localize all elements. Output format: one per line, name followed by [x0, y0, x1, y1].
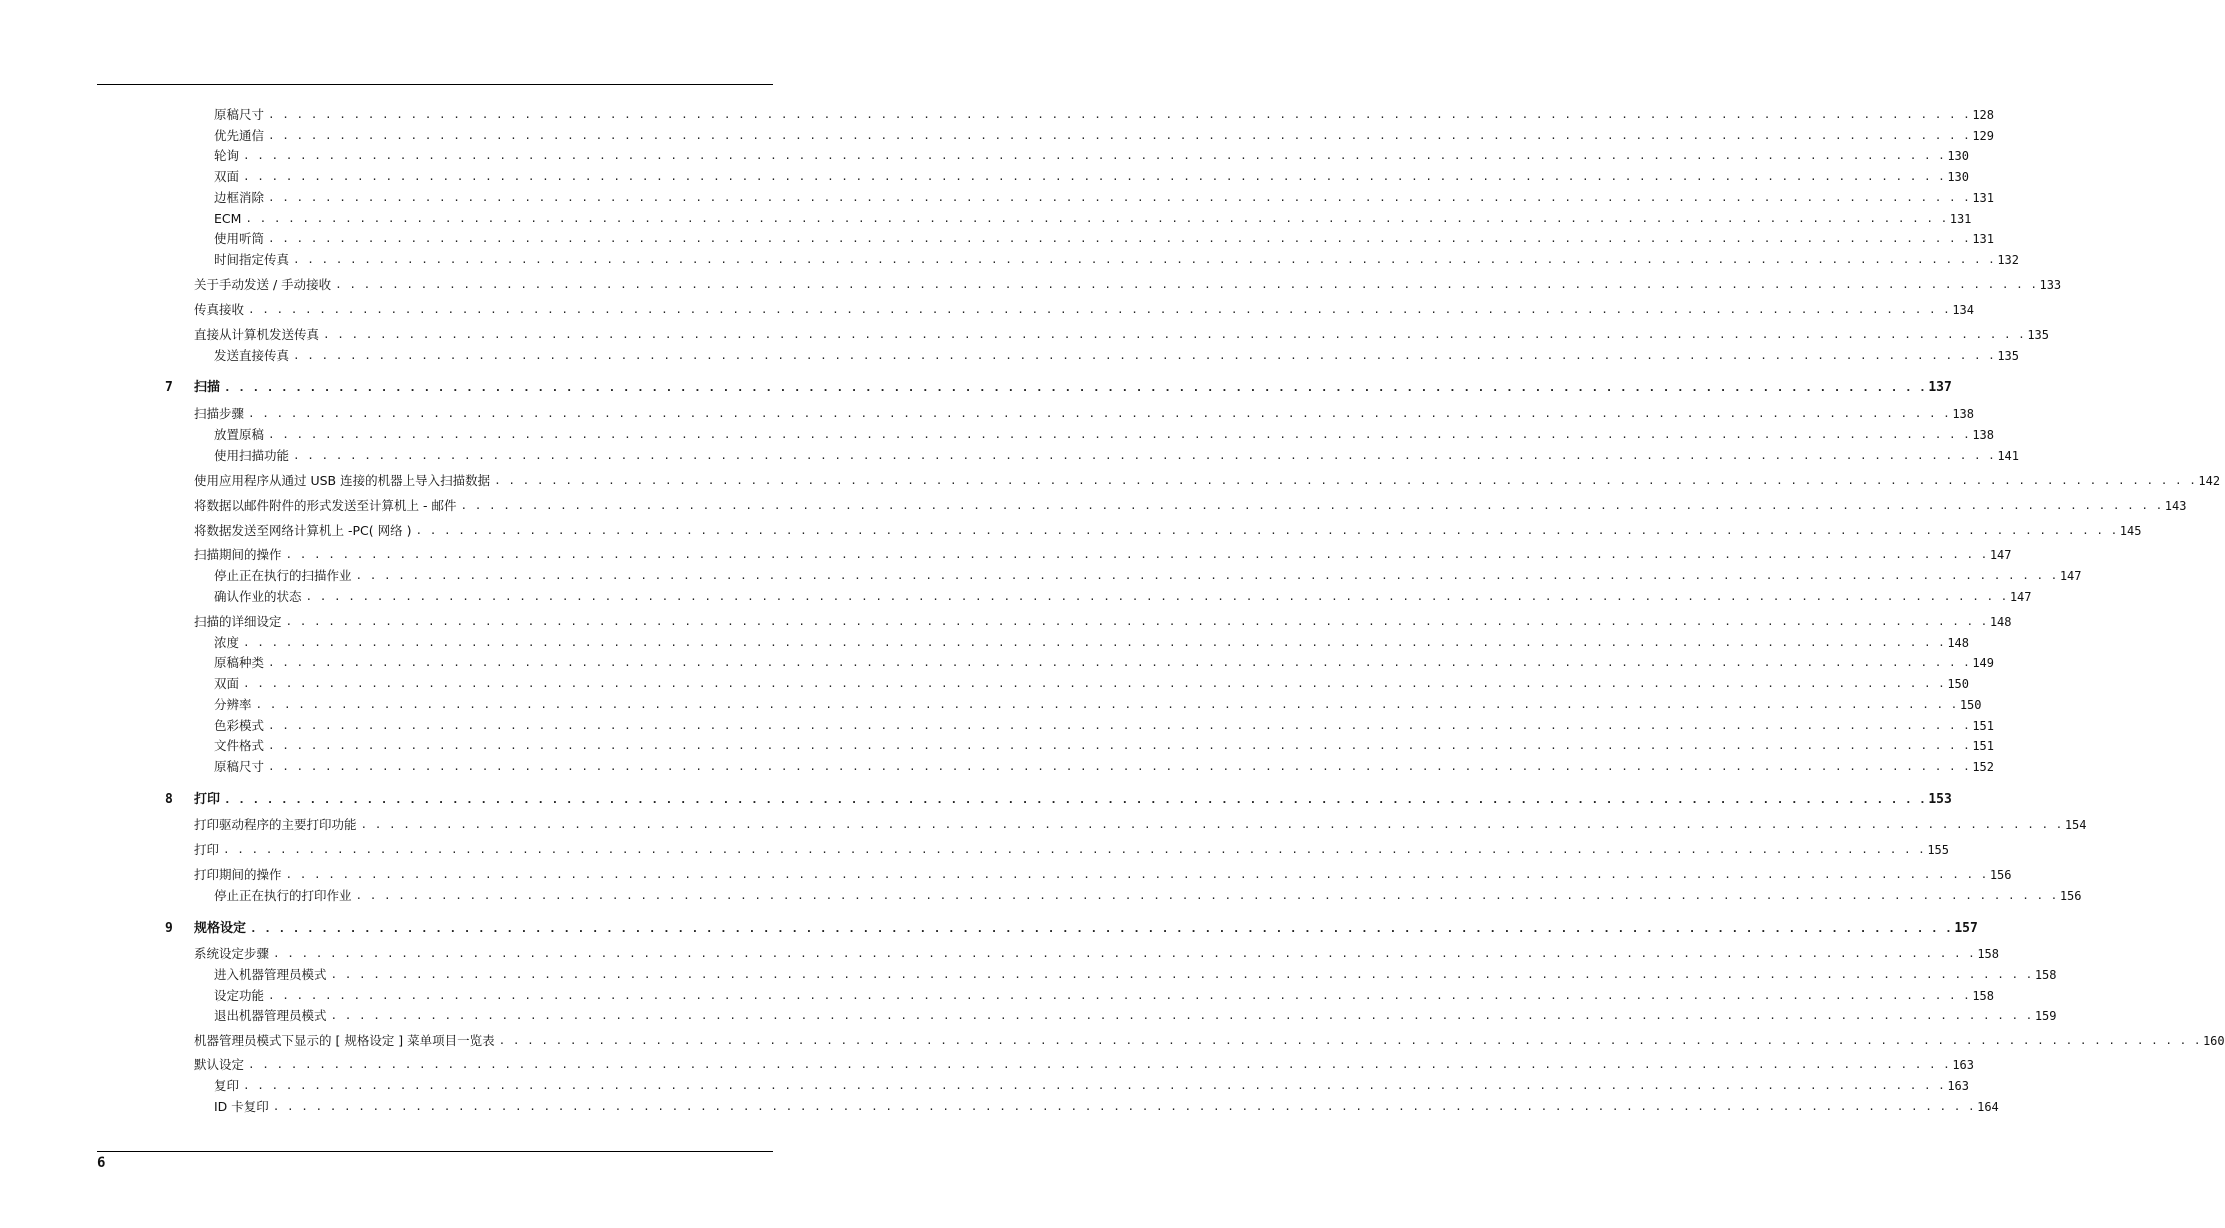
toc-entry-title: 停止正在执行的扫描作业 [214, 568, 352, 583]
toc-section-entry[interactable] [194, 841, 1949, 859]
dot-leader: . . . . . . . . . . . . . . . . . . . . . . . . . . . . . . . . . . . . . . . . . . . . . . . . . . . . . . . . . . . . . . . . . . . . . . . . . . . . . . . . . . . . . . . . . . . . . . . . . . . . . . . . . . . . . . . . . . . . . . . . [243, 1079, 1946, 1092]
toc-entry-page: 151 [1972, 739, 1994, 753]
toc-subsection-entry[interactable] [214, 1098, 1999, 1116]
toc-entry-title: 扫描的详细设定 [194, 614, 282, 629]
dot-leader: . . . . . . . . . . . . . . . . . . . . . . . . . . . . . . . . . . . . . . . . . . . . . . . . . . . . . . . . . . . . . . . . . . . . . . . . . . . . . . . . . . . . . . . . . . . . . . . . . . . . . . . . . . . . . . . . . . . . . . . . [285, 548, 1988, 561]
toc-subsection-entry[interactable] [214, 147, 1969, 165]
toc-entry-page: 159 [2034, 1009, 2057, 1023]
toc-entry-title: 边框消除 [214, 190, 265, 205]
dot-leader: . . . . . . . . . . . . . . . . . . . . . . . . . . . . . . . . . . . . . . . . . . . . . . . . . . . . . . . . . . . . . . . . . . . . . . . . . . . . . . . . . . . . . . . . . . . . . . . . . . . . . . . . . . . . . . . . . . . . . . . . [243, 636, 1946, 649]
toc-entry-page: 142 [2198, 474, 2221, 488]
dot-leader: . . . . . . . . . . . . . . . . . . . . . . . . . . . . . . . . . . . . . . . . . . . . . . . . . . . . . . . . . . . . . . . . . . . . . . . . . . . . . . . . . . . . . . . . . . . . . . . . . . . . . . . . . . . . . . . . . . . . . . . . [224, 793, 1927, 806]
dot-leader: . . . . . . . . . . . . . . . . . . . . . . . . . . . . . . . . . . . . . . . . . . . . . . . . . . . . . . . . . . . . . . . . . . . . . . . . . . . . . . . . . . . . . . . . . . . . . . . . . . . . . . . . . . . . . . . . . . . . . . . . [224, 381, 1927, 394]
dot-leader: . . . . . . . . . . . . . . . . . . . . . . . . . . . . . . . . . . . . . . . . . . . . . . . . . . . . . . . . . . . . . . . . . . . . . . . . . . . . . . . . . . . . . . . . . . . . . . . . . . . . . . . . . . . . . . . . . . . . . . . . [494, 474, 2197, 487]
toc-entry-title: 停止正在执行的打印作业 [214, 888, 352, 903]
toc-subsection-entry[interactable] [214, 887, 2082, 905]
dot-leader: . . . . . . . . . . . . . . . . . . . . . . . . . . . . . . . . . . . . . . . . . . . . . . . . . . . . . . . . . . . . . . . . . . . . . . . . . . . . . . . . . . . . . . . . . . . . . . . . . . . . . . . . . . . . . . . . . . . . . . . . [460, 499, 2163, 512]
toc-subsection-entry[interactable] [214, 426, 1994, 444]
toc-section-entry[interactable] [194, 276, 2062, 294]
toc-entry-title: 文件格式 [214, 738, 265, 753]
toc-entry-title: 扫描 [194, 380, 221, 395]
toc-entry-page: 143 [2164, 499, 2187, 513]
toc-entry-page: 164 [1977, 1100, 1999, 1114]
toc-entry-page: 128 [1972, 108, 1994, 122]
dot-leader: . . . . . . . . . . . . . . . . . . . . . . . . . . . . . . . . . . . . . . . . . . . . . . . . . . . . . . . . . . . . . . . . . . . . . . . . . . . . . . . . . . . . . . . . . . . . . . . . . . . . . . . . . . . . . . . . . . . . . . . . [273, 947, 1976, 960]
toc-section-entry[interactable] [194, 866, 2012, 884]
toc-section-entry[interactable] [194, 1056, 1974, 1074]
toc-entry-page: 135 [1997, 349, 2019, 363]
dot-leader: . . . . . . . . . . . . . . . . . . . . . . . . . . . . . . . . . . . . . . . . . . . . . . . . . . . . . . . . . . . . . . . . . . . . . . . . . . . . . . . . . . . . . . . . . . . . . . . . . . . . . . . . . . . . . . . . . . . . . . . . [255, 698, 1958, 711]
toc-entry-title: 优先通信 [214, 128, 265, 143]
toc-entry-title: 默认设定 [194, 1057, 245, 1072]
toc-entry-page: 129 [1972, 129, 1994, 143]
toc-subsection-entry[interactable] [214, 347, 2019, 365]
toc-entry-title: 轮询 [214, 148, 240, 163]
toc-entry-title: 双面 [214, 169, 240, 184]
toc-section-entry[interactable] [194, 326, 2049, 344]
toc-entry-title: 直接从计算机发送传真 [194, 327, 320, 342]
toc-subsection-entry[interactable] [214, 987, 1994, 1005]
dot-leader: . . . . . . . . . . . . . . . . . . . . . . . . . . . . . . . . . . . . . . . . . . . . . . . . . . . . . . . . . . . . . . . . . . . . . . . . . . . . . . . . . . . . . . . . . . . . . . . . . . . . . . . . . . . . . . . . . . . . . . . . [268, 191, 1971, 204]
toc-entry-title: 规格设定 [194, 921, 247, 936]
toc-entry-title: 浓度 [214, 635, 240, 650]
toc-entry-page: 132 [1997, 253, 2019, 267]
toc-subsection-entry[interactable] [214, 588, 2032, 606]
toc-entry-page: 131 [1972, 191, 1994, 205]
toc-subsection-entry[interactable] [214, 717, 1994, 735]
dot-leader: . . . . . . . . . . . . . . . . . . . . . . . . . . . . . . . . . . . . . . . . . . . . . . . . . . . . . . . . . . . . . . . . . . . . . . . . . . . . . . . . . . . . . . . . . . . . . . . . . . . . . . . . . . . . . . . . . . . . . . . . [245, 212, 1948, 225]
chapter-number: 7 [165, 380, 173, 395]
dot-leader: . . . . . . . . . . . . . . . . . . . . . . . . . . . . . . . . . . . . . . . . . . . . . . . . . . . . . . . . . . . . . . . . . . . . . . . . . . . . . . . . . . . . . . . . . . . . . . . . . . . . . . . . . . . . . . . . . . . . . . . . [498, 1034, 2201, 1047]
toc-section-entry[interactable] [194, 546, 2012, 564]
toc-section-entry[interactable] [194, 816, 2087, 834]
dot-leader: . . . . . . . . . . . . . . . . . . . . . . . . . . . . . . . . . . . . . . . . . . . . . . . . . . . . . . . . . . . . . . . . . . . . . . . . . . . . . . . . . . . . . . . . . . . . . . . . . . . . . . . . . . . . . . . . . . . . . . . . [285, 868, 1988, 881]
toc-entry-title: 原稿尺寸 [214, 759, 265, 774]
toc-entry-title: 使用扫描功能 [214, 448, 290, 463]
toc-entry-page: 133 [2039, 278, 2062, 292]
footer-rule [97, 1151, 773, 1152]
toc-entry-page: 153 [1928, 792, 1952, 807]
toc-entry-title: 进入机器管理员模式 [214, 967, 327, 982]
toc-entry-page: 157 [1954, 921, 1978, 936]
dot-leader: . . . . . . . . . . . . . . . . . . . . . . . . . . . . . . . . . . . . . . . . . . . . . . . . . . . . . . . . . . . . . . . . . . . . . . . . . . . . . . . . . . . . . . . . . . . . . . . . . . . . . . . . . . . . . . . . . . . . . . . . [268, 232, 1971, 245]
toc-entry-page: 150 [1947, 677, 1969, 691]
toc-entry-title: 打印驱动程序的主要打印功能 [194, 817, 357, 832]
dot-leader: . . . . . . . . . . . . . . . . . . . . . . . . . . . . . . . . . . . . . . . . . . . . . . . . . . . . . . . . . . . . . . . . . . . . . . . . . . . . . . . . . . . . . . . . . . . . . . . . . . . . . . . . . . . . . . . . . . . . . . . . [293, 449, 1996, 462]
toc-entry-title: 原稿尺寸 [214, 107, 265, 122]
toc-entry-title: 将数据发送至网络计算机上 -PC( 网络 ) [194, 523, 412, 538]
toc-entry-title: 系统设定步骤 [194, 946, 270, 961]
toc-entry-title: 色彩模式 [214, 718, 265, 733]
toc-entry-title: 关于手动发送 / 手动接收 [194, 277, 332, 292]
toc-entry-page: 135 [2027, 328, 2049, 342]
dot-leader: . . . . . . . . . . . . . . . . . . . . . . . . . . . . . . . . . . . . . . . . . . . . . . . . . . . . . . . . . . . . . . . . . . . . . . . . . . . . . . . . . . . . . . . . . . . . . . . . . . . . . . . . . . . . . . . . . . . . . . . . [305, 590, 2008, 603]
toc-entry-page: 130 [1947, 149, 1969, 163]
toc-subsection-entry[interactable] [214, 567, 2082, 585]
toc-entry-title: 原稿种类 [214, 655, 265, 670]
toc-section-entry[interactable] [194, 522, 2142, 540]
toc-entry-page: 150 [1959, 698, 1982, 712]
toc-entry-page: 131 [1949, 212, 1972, 226]
toc-section-entry[interactable] [194, 301, 1974, 319]
toc-entry-page: 156 [1989, 868, 2012, 882]
toc-subsection-entry[interactable] [214, 447, 2019, 465]
toc-subsection-entry[interactable] [214, 737, 1994, 755]
toc-entry-page: 147 [1989, 548, 2012, 562]
toc-subsection-entry[interactable] [214, 230, 1994, 248]
dot-leader: . . . . . . . . . . . . . . . . . . . . . . . . . . . . . . . . . . . . . . . . . . . . . . . . . . . . . . . . . . . . . . . . . . . . . . . . . . . . . . . . . . . . . . . . . . . . . . . . . . . . . . . . . . . . . . . . . . . . . . . . [293, 349, 1996, 362]
dot-leader: . . . . . . . . . . . . . . . . . . . . . . . . . . . . . . . . . . . . . . . . . . . . . . . . . . . . . . . . . . . . . . . . . . . . . . . . . . . . . . . . . . . . . . . . . . . . . . . . . . . . . . . . . . . . . . . . . . . . . . . . [415, 524, 2118, 537]
chapter-number: 8 [165, 792, 173, 807]
toc-entry-title: 分辨率 [214, 697, 252, 712]
toc-chapter-entry[interactable] [165, 379, 1952, 397]
toc-entry-title: ECM [214, 211, 242, 226]
toc-chapter-entry[interactable] [165, 791, 1952, 809]
toc-section-entry[interactable] [194, 497, 2187, 515]
dot-leader: . . . . . . . . . . . . . . . . . . . . . . . . . . . . . . . . . . . . . . . . . . . . . . . . . . . . . . . . . . . . . . . . . . . . . . . . . . . . . . . . . . . . . . . . . . . . . . . . . . . . . . . . . . . . . . . . . . . . . . . . [243, 677, 1946, 690]
dot-leader: . . . . . . . . . . . . . . . . . . . . . . . . . . . . . . . . . . . . . . . . . . . . . . . . . . . . . . . . . . . . . . . . . . . . . . . . . . . . . . . . . . . . . . . . . . . . . . . . . . . . . . . . . . . . . . . . . . . . . . . . [268, 108, 1971, 121]
dot-leader: . . . . . . . . . . . . . . . . . . . . . . . . . . . . . . . . . . . . . . . . . . . . . . . . . . . . . . . . . . . . . . . . . . . . . . . . . . . . . . . . . . . . . . . . . . . . . . . . . . . . . . . . . . . . . . . . . . . . . . . . [248, 303, 1951, 316]
toc-subsection-entry[interactable] [214, 106, 1994, 124]
dot-leader: . . . . . . . . . . . . . . . . . . . . . . . . . . . . . . . . . . . . . . . . . . . . . . . . . . . . . . . . . . . . . . . . . . . . . . . . . . . . . . . . . . . . . . . . . . . . . . . . . . . . . . . . . . . . . . . . . . . . . . . . [268, 719, 1971, 732]
toc-section-entry[interactable] [194, 472, 2221, 490]
toc-entry-title: 打印期间的操作 [194, 867, 282, 882]
dot-leader: . . . . . . . . . . . . . . . . . . . . . . . . . . . . . . . . . . . . . . . . . . . . . . . . . . . . . . . . . . . . . . . . . . . . . . . . . . . . . . . . . . . . . . . . . . . . . . . . . . . . . . . . . . . . . . . . . . . . . . . . [293, 253, 1996, 266]
toc-entry-title: ID 卡复印 [214, 1099, 269, 1114]
dot-leader: . . . . . . . . . . . . . . . . . . . . . . . . . . . . . . . . . . . . . . . . . . . . . . . . . . . . . . . . . . . . . . . . . . . . . . . . . . . . . . . . . . . . . . . . . . . . . . . . . . . . . . . . . . . . . . . . . . . . . . . . [268, 739, 1971, 752]
toc-section-entry[interactable] [194, 405, 1974, 423]
toc-entry-title: 扫描步骤 [194, 406, 245, 421]
dot-leader: . . . . . . . . . . . . . . . . . . . . . . . . . . . . . . . . . . . . . . . . . . . . . . . . . . . . . . . . . . . . . . . . . . . . . . . . . . . . . . . . . . . . . . . . . . . . . . . . . . . . . . . . . . . . . . . . . . . . . . . . [330, 1009, 2033, 1022]
toc-entry-page: 130 [1947, 170, 1969, 184]
dot-leader: . . . . . . . . . . . . . . . . . . . . . . . . . . . . . . . . . . . . . . . . . . . . . . . . . . . . . . . . . . . . . . . . . . . . . . . . . . . . . . . . . . . . . . . . . . . . . . . . . . . . . . . . . . . . . . . . . . . . . . . . [248, 1058, 1951, 1071]
dot-leader: . . . . . . . . . . . . . . . . . . . . . . . . . . . . . . . . . . . . . . . . . . . . . . . . . . . . . . . . . . . . . . . . . . . . . . . . . . . . . . . . . . . . . . . . . . . . . . . . . . . . . . . . . . . . . . . . . . . . . . . . [360, 818, 2063, 831]
toc-entry-page: 149 [1972, 656, 1994, 670]
toc-subsection-entry[interactable] [214, 251, 2019, 269]
toc-entry-title: 双面 [214, 676, 240, 691]
toc-entry-page: 148 [1947, 636, 1969, 650]
toc-entry-title: 打印 [194, 842, 220, 857]
toc-entry-title: 复印 [214, 1078, 240, 1093]
toc-entry-page: 138 [1972, 428, 1994, 442]
toc-entry-title: 使用应用程序从通过 USB 连接的机器上导入扫描数据 [194, 473, 491, 488]
dot-leader: . . . . . . . . . . . . . . . . . . . . . . . . . . . . . . . . . . . . . . . . . . . . . . . . . . . . . . . . . . . . . . . . . . . . . . . . . . . . . . . . . . . . . . . . . . . . . . . . . . . . . . . . . . . . . . . . . . . . . . . . [248, 407, 1951, 420]
toc-entry-page: 155 [1927, 843, 1949, 857]
toc-entry-title: 传真接收 [194, 302, 245, 317]
toc-entry-page: 147 [2009, 590, 2032, 604]
toc-entry-title: 将数据以邮件附件的形式发送至计算机上 - 邮件 [194, 498, 457, 513]
toc-entry-title: 退出机器管理员模式 [214, 1008, 327, 1023]
toc-subsection-entry[interactable] [214, 654, 1994, 672]
toc-entry-page: 163 [1947, 1079, 1969, 1093]
toc-subsection-entry[interactable] [214, 210, 1972, 228]
toc-subsection-entry[interactable] [214, 696, 1982, 714]
toc-subsection-entry[interactable] [214, 1007, 2057, 1025]
page-number: 6 [97, 1155, 106, 1171]
chapter-number: 9 [165, 921, 173, 936]
toc-entry-page: 158 [1977, 947, 1999, 961]
toc-entry-page: 147 [2059, 569, 2082, 583]
toc-entry-page: 145 [2119, 524, 2142, 538]
toc-chapter-entry[interactable] [165, 920, 1978, 938]
dot-leader: . . . . . . . . . . . . . . . . . . . . . . . . . . . . . . . . . . . . . . . . . . . . . . . . . . . . . . . . . . . . . . . . . . . . . . . . . . . . . . . . . . . . . . . . . . . . . . . . . . . . . . . . . . . . . . . . . . . . . . . . [268, 989, 1971, 1002]
dot-leader: . . . . . . . . . . . . . . . . . . . . . . . . . . . . . . . . . . . . . . . . . . . . . . . . . . . . . . . . . . . . . . . . . . . . . . . . . . . . . . . . . . . . . . . . . . . . . . . . . . . . . . . . . . . . . . . . . . . . . . . . [250, 922, 1953, 935]
toc-entry-title: 使用听筒 [214, 231, 265, 246]
toc-entry-page: 154 [2064, 818, 2087, 832]
toc-entry-page: 148 [1989, 615, 2012, 629]
toc-subsection-entry[interactable] [214, 966, 2057, 984]
toc-section-entry[interactable] [194, 613, 2012, 631]
dot-leader: . . . . . . . . . . . . . . . . . . . . . . . . . . . . . . . . . . . . . . . . . . . . . . . . . . . . . . . . . . . . . . . . . . . . . . . . . . . . . . . . . . . . . . . . . . . . . . . . . . . . . . . . . . . . . . . . . . . . . . . . [268, 428, 1971, 441]
toc-entry-page: 151 [1972, 719, 1994, 733]
dot-leader: . . . . . . . . . . . . . . . . . . . . . . . . . . . . . . . . . . . . . . . . . . . . . . . . . . . . . . . . . . . . . . . . . . . . . . . . . . . . . . . . . . . . . . . . . . . . . . . . . . . . . . . . . . . . . . . . . . . . . . . . [335, 278, 2038, 291]
toc-entry-page: 138 [1952, 407, 1974, 421]
toc-section-entry[interactable] [194, 1032, 2225, 1050]
dot-leader: . . . . . . . . . . . . . . . . . . . . . . . . . . . . . . . . . . . . . . . . . . . . . . . . . . . . . . . . . . . . . . . . . . . . . . . . . . . . . . . . . . . . . . . . . . . . . . . . . . . . . . . . . . . . . . . . . . . . . . . . [268, 656, 1971, 669]
toc-subsection-entry[interactable] [214, 758, 1994, 776]
dot-leader: . . . . . . . . . . . . . . . . . . . . . . . . . . . . . . . . . . . . . . . . . . . . . . . . . . . . . . . . . . . . . . . . . . . . . . . . . . . . . . . . . . . . . . . . . . . . . . . . . . . . . . . . . . . . . . . . . . . . . . . . [223, 843, 1926, 856]
toc-subsection-entry[interactable] [214, 127, 1994, 145]
toc-entry-title: 确认作业的状态 [214, 589, 302, 604]
toc-entry-page: 131 [1972, 232, 1994, 246]
dot-leader: . . . . . . . . . . . . . . . . . . . . . . . . . . . . . . . . . . . . . . . . . . . . . . . . . . . . . . . . . . . . . . . . . . . . . . . . . . . . . . . . . . . . . . . . . . . . . . . . . . . . . . . . . . . . . . . . . . . . . . . . [243, 149, 1946, 162]
toc-entry-page: 160 [2202, 1034, 2225, 1048]
toc-subsection-entry[interactable] [214, 189, 1994, 207]
dot-leader: . . . . . . . . . . . . . . . . . . . . . . . . . . . . . . . . . . . . . . . . . . . . . . . . . . . . . . . . . . . . . . . . . . . . . . . . . . . . . . . . . . . . . . . . . . . . . . . . . . . . . . . . . . . . . . . . . . . . . . . . [323, 328, 2026, 341]
toc-entry-title: 放置原稿 [214, 427, 265, 442]
toc-entry-title: 发送直接传真 [214, 348, 290, 363]
toc-entry-page: 141 [1997, 449, 2019, 463]
toc-subsection-entry[interactable] [214, 1077, 1969, 1095]
toc-entry-title: 机器管理员模式下显示的 [ 规格设定 ] 菜单项目一览表 [194, 1033, 495, 1048]
dot-leader: . . . . . . . . . . . . . . . . . . . . . . . . . . . . . . . . . . . . . . . . . . . . . . . . . . . . . . . . . . . . . . . . . . . . . . . . . . . . . . . . . . . . . . . . . . . . . . . . . . . . . . . . . . . . . . . . . . . . . . . . [355, 889, 2058, 902]
toc-subsection-entry[interactable] [214, 634, 1969, 652]
toc-entry-page: 152 [1972, 760, 1994, 774]
toc-section-entry[interactable] [194, 945, 1999, 963]
dot-leader: . . . . . . . . . . . . . . . . . . . . . . . . . . . . . . . . . . . . . . . . . . . . . . . . . . . . . . . . . . . . . . . . . . . . . . . . . . . . . . . . . . . . . . . . . . . . . . . . . . . . . . . . . . . . . . . . . . . . . . . . [330, 968, 2033, 981]
dot-leader: . . . . . . . . . . . . . . . . . . . . . . . . . . . . . . . . . . . . . . . . . . . . . . . . . . . . . . . . . . . . . . . . . . . . . . . . . . . . . . . . . . . . . . . . . . . . . . . . . . . . . . . . . . . . . . . . . . . . . . . . [268, 760, 1971, 773]
dot-leader: . . . . . . . . . . . . . . . . . . . . . . . . . . . . . . . . . . . . . . . . . . . . . . . . . . . . . . . . . . . . . . . . . . . . . . . . . . . . . . . . . . . . . . . . . . . . . . . . . . . . . . . . . . . . . . . . . . . . . . . . [243, 170, 1946, 183]
toc-entry-title: 扫描期间的操作 [194, 547, 282, 562]
dot-leader: . . . . . . . . . . . . . . . . . . . . . . . . . . . . . . . . . . . . . . . . . . . . . . . . . . . . . . . . . . . . . . . . . . . . . . . . . . . . . . . . . . . . . . . . . . . . . . . . . . . . . . . . . . . . . . . . . . . . . . . . [272, 1100, 1976, 1113]
toc-entry-title: 时间指定传真 [214, 252, 290, 267]
toc-entry-page: 163 [1952, 1058, 1974, 1072]
toc-entry-page: 137 [1928, 380, 1952, 395]
toc-entry-page: 156 [2059, 889, 2082, 903]
toc-entry-title: 打印 [194, 792, 221, 807]
dot-leader: . . . . . . . . . . . . . . . . . . . . . . . . . . . . . . . . . . . . . . . . . . . . . . . . . . . . . . . . . . . . . . . . . . . . . . . . . . . . . . . . . . . . . . . . . . . . . . . . . . . . . . . . . . . . . . . . . . . . . . . . [285, 615, 1988, 628]
dot-leader: . . . . . . . . . . . . . . . . . . . . . . . . . . . . . . . . . . . . . . . . . . . . . . . . . . . . . . . . . . . . . . . . . . . . . . . . . . . . . . . . . . . . . . . . . . . . . . . . . . . . . . . . . . . . . . . . . . . . . . . . [268, 129, 1971, 142]
toc-entry-page: 134 [1952, 303, 1974, 317]
toc-entry-page: 158 [2034, 968, 2057, 982]
toc-subsection-entry[interactable] [214, 675, 1969, 693]
toc-subsection-entry[interactable] [214, 168, 1969, 186]
dot-leader: . . . . . . . . . . . . . . . . . . . . . . . . . . . . . . . . . . . . . . . . . . . . . . . . . . . . . . . . . . . . . . . . . . . . . . . . . . . . . . . . . . . . . . . . . . . . . . . . . . . . . . . . . . . . . . . . . . . . . . . . [355, 569, 2058, 582]
toc-entry-title: 设定功能 [214, 988, 265, 1003]
toc-entry-page: 158 [1972, 989, 1994, 1003]
